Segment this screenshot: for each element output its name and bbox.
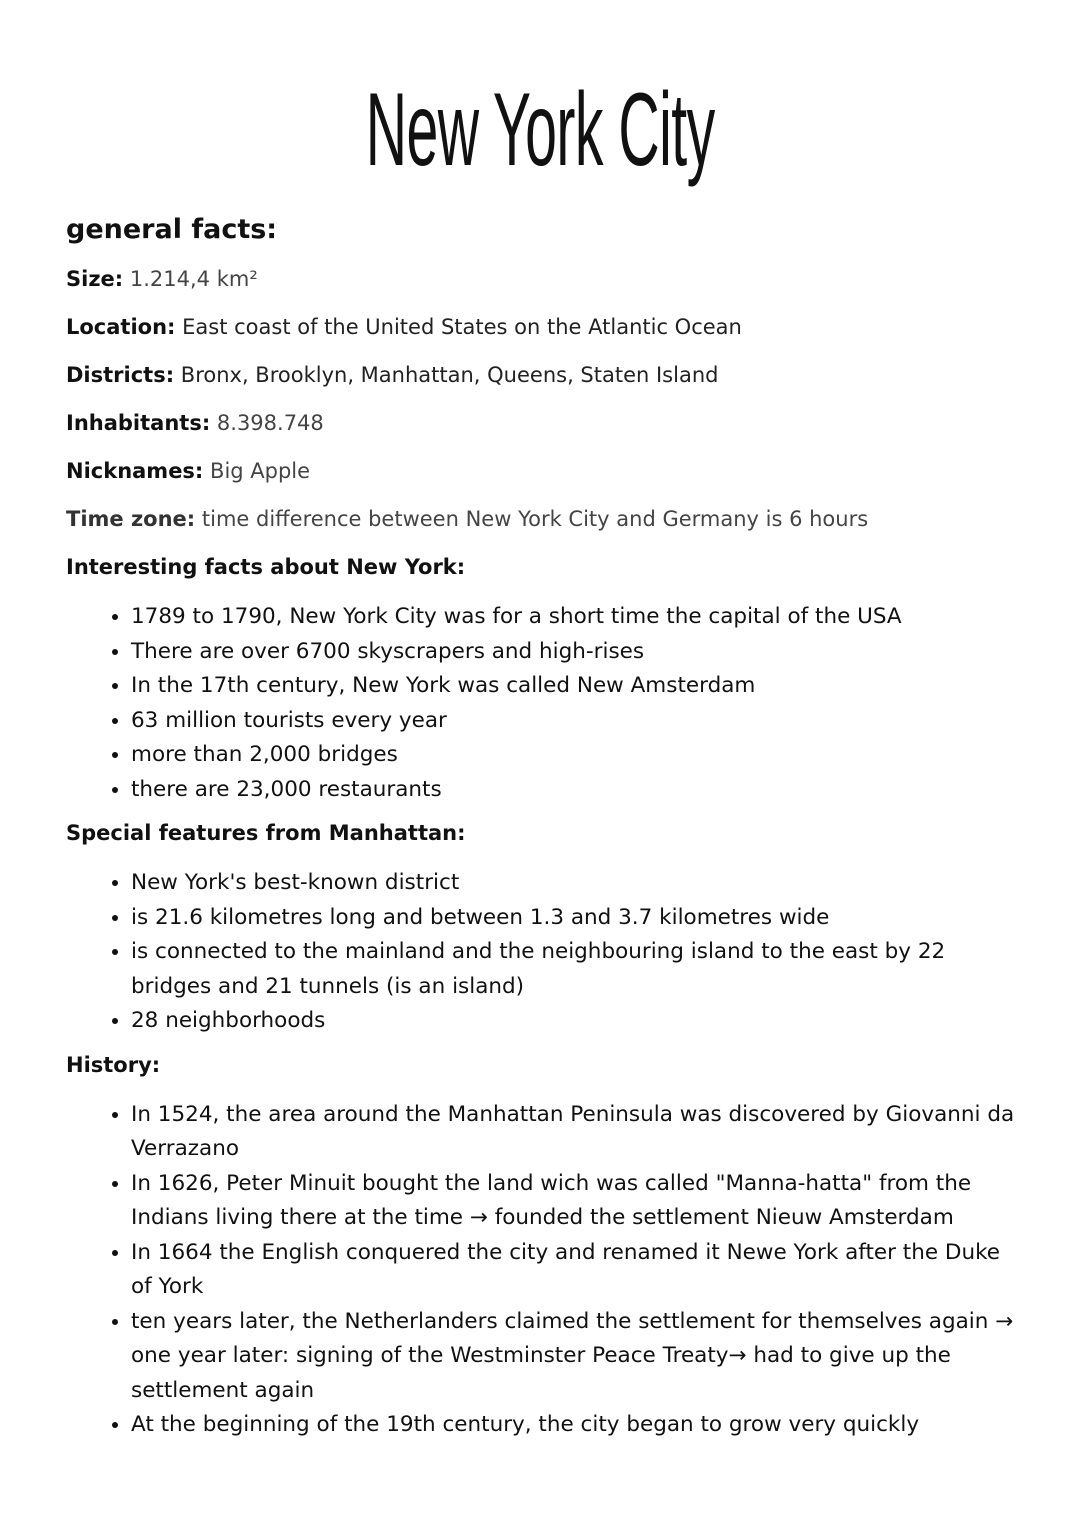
list-item: • In 1664 the English conquered the city and renamed it Newe York after the Duke of York <box>131 1236 1026 1305</box>
interesting-facts-list <box>66 600 1026 807</box>
fact-inhabitants: Inhabitants: 8.398.748 <box>66 411 324 435</box>
list-item: • ten years later, the Netherlanders claimed the settlement for themselves again → one year later: signing of the Westminster Peace Treaty→ had to give up the settlement again <box>131 1305 1026 1409</box>
manhattan-heading: Special features from Manhattan: <box>66 821 466 845</box>
page-title: New York City <box>365 72 715 188</box>
fact-nicknames: Nicknames: Big Apple <box>66 459 311 483</box>
history-list <box>66 1098 1026 1443</box>
interesting-facts-heading: Interesting facts about New York: <box>66 555 466 579</box>
list-item: • is 21.6 kilometres long and between 1.3 and 3.7 kilometres wide <box>131 901 1026 936</box>
list-item: • more than 2,000 bridges <box>131 738 1026 773</box>
list-item: • In 1524, the area around the Manhattan Peninsula was discovered by Giovanni da Verrazano <box>131 1098 1026 1167</box>
list-item: • There are over 6700 skyscrapers and high-rises <box>131 635 1026 670</box>
list-item: • there are 23,000 restaurants <box>131 773 1026 808</box>
list-item: • 28 neighborhoods <box>131 1004 1026 1039</box>
list-item: • 63 million tourists every year <box>131 704 1026 739</box>
list-item: • is connected to the mainland and the neighbouring island to the east by 22 bridges and 21 tunnels (is an island) <box>131 935 1026 1004</box>
list-item: • At the beginning of the 19th century, the city began to grow very quickly <box>131 1408 1026 1443</box>
history-heading: History: <box>66 1052 161 1077</box>
fact-timezone: Time zone: time difference between New York City and Germany is 6 hours <box>66 507 869 531</box>
general-facts-heading: general facts: <box>66 214 278 245</box>
fact-size: Size: 1.214,4 km² <box>66 267 258 291</box>
list-item: • In 1626, Peter Minuit bought the land wich was called "Manna-hatta" from the Indians living there at the time → founded the settlement Nieuw Amsterdam <box>131 1167 1026 1236</box>
manhattan-list <box>66 866 1026 1039</box>
list-item: • New York's best-known district <box>131 866 1026 901</box>
content <box>66 214 1026 1457</box>
list-item: • 1789 to 1790, New York City was for a short time the capital of the USA <box>131 600 1026 635</box>
fact-location: Location: East coast of the United States on the Atlantic Ocean <box>66 315 742 339</box>
list-item: • In the 17th century, New York was called New Amsterdam <box>131 669 1026 704</box>
fact-districts: Districts: Bronx, Brooklyn, Manhattan, Queens, Staten Island <box>66 363 719 387</box>
